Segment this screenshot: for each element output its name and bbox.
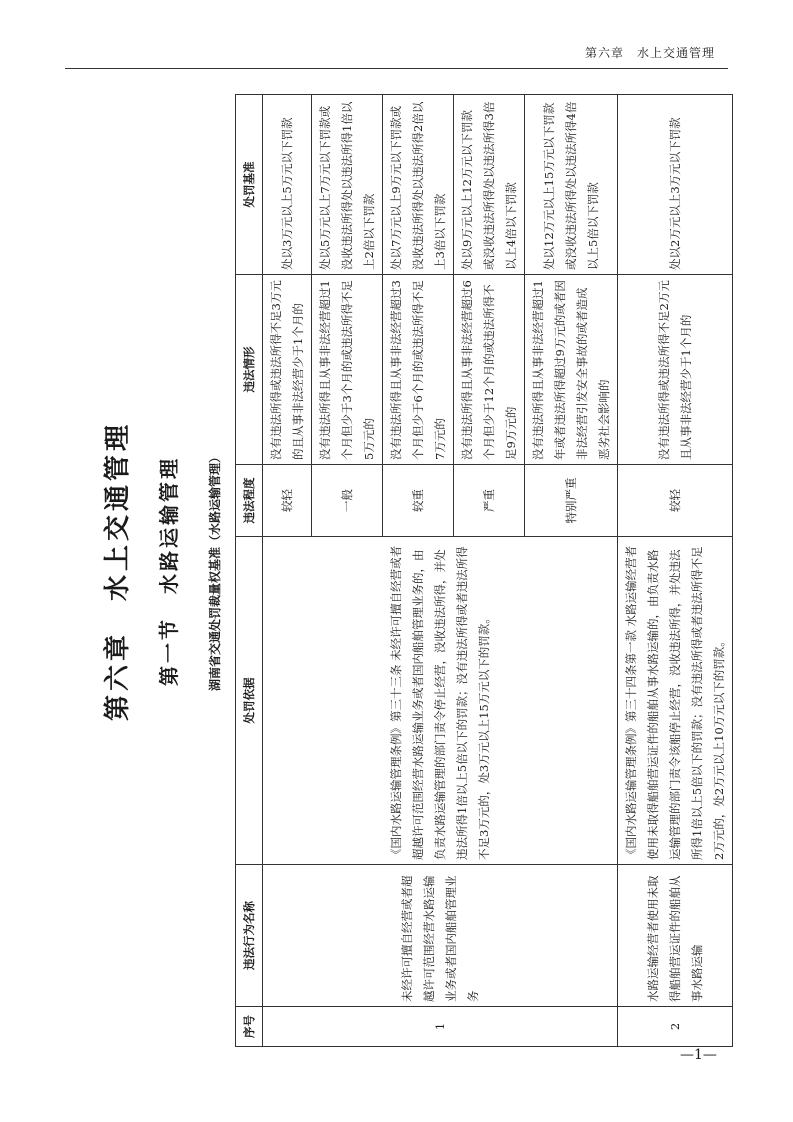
header-no: 序号 bbox=[236, 1007, 263, 1047]
running-header: 第六章 水上交通管理 bbox=[585, 46, 716, 60]
degree-cell: 较轻 bbox=[263, 465, 312, 537]
violation-name: 水路运输经营者使用未取得船舶营运证件的船舶从事水路运输 bbox=[618, 865, 733, 1007]
degree-cell: 严重 bbox=[454, 465, 525, 537]
circumstance-cell: 没有违法所得或违法所得不足3万元的且从事非法经营少于1个月的 bbox=[263, 275, 312, 465]
section-title: 第一节 水路运输管理 bbox=[157, 456, 181, 686]
circumstance-cell: 没有违法所得且从事非法经营超过3个月但少于6个月的或违法所得不足7万元的 bbox=[383, 275, 454, 465]
circumstance-cell: 没有违法所得且从事非法经营超过1个月但少于3个月的或违法所得不足5万元的 bbox=[312, 275, 383, 465]
penalty-basis: 《国内水路运输管理条例》第三十三条 未经许可擅自经营或者超越许可范围经营水路运输业务或者国内船舶管理业务的，由负责水路运输管理的部门责令停止经营，没收违法所得，并处违法所得1倍以上5倍以下的罚款；没有违法所得或者违法所得不足3万元的，处3万元以上15万元以下的罚款。 bbox=[263, 537, 618, 865]
standard-cell: 处以9万元以上12万元以下罚款或没收违法所得处以违法所得3倍以上4倍以下罚款 bbox=[454, 95, 525, 275]
page-number: —1— bbox=[680, 1047, 717, 1063]
header-circumstance: 违法情形 bbox=[236, 275, 263, 465]
circumstance-cell: 没有违法所得且从事非法经营超过1年或者违法所得超过9万元的或者因非法经营引发安全事故的或者造成恶劣社会影响的 bbox=[525, 275, 618, 465]
standard-cell: 处以2万元以上3万元以下罚款 bbox=[618, 95, 733, 275]
standard-cell: 处以7万元以上9万元以下罚款或没收违法所得处以违法所得2倍以上3倍以下罚款 bbox=[383, 95, 454, 275]
standard-cell: 处以5万元以上7万元以下罚款或没收违法所得处以违法所得1倍以上2倍以下罚款 bbox=[312, 95, 383, 275]
header-name: 违法行为名称 bbox=[236, 865, 263, 1007]
degree-cell: 一般 bbox=[312, 465, 383, 537]
chapter-title: 第六章 水上交通管理 bbox=[103, 421, 133, 722]
header-rule bbox=[65, 68, 728, 69]
violation-name: 未经许可擅自经营或者超越许可范围经营水路运输业务或者国内船舶管理业务 bbox=[263, 865, 618, 1007]
item-no: 1 bbox=[263, 1007, 618, 1047]
item-no: 2 bbox=[618, 1007, 733, 1047]
standard-cell: 处以3万元以上5万元以下罚款 bbox=[263, 95, 312, 275]
header-basis: 处罚依据 bbox=[236, 537, 263, 865]
degree-cell: 较轻 bbox=[618, 465, 733, 537]
circumstance-cell: 没有违法所得或违法所得不足2万元且从事非法经营少于1个月的 bbox=[618, 275, 733, 465]
rotated-content bbox=[100, 95, 726, 1047]
table-header-row bbox=[236, 95, 263, 1047]
table-row bbox=[263, 95, 312, 1047]
penalty-table bbox=[235, 94, 733, 1047]
circumstance-cell: 没有违法所得且从事非法经营超过6个月但少于12个月的或违法所得不足9万元的 bbox=[454, 275, 525, 465]
degree-cell: 特别严重 bbox=[525, 465, 618, 537]
penalty-basis: 《国内水路运输管理条例》第三十四条第一款 水路运输经营者使用未取得船舶营运证件的船舶从事水路运输的，由负责水路运输管理的部门责令该船停止经营，没收违法所得，并处违法所得1倍以上5倍以下的罚款；没有违法所得或者违法所得不足2万元的，处2万元以上10万元以下的罚款。 bbox=[618, 537, 733, 865]
table-caption: 湖南省交通处罚裁量权基准（水路运输管理） bbox=[208, 451, 222, 692]
header-standard: 处罚基准 bbox=[236, 95, 263, 275]
table-row bbox=[618, 95, 733, 1047]
standard-cell: 处以12万元以上15万元以下罚款或没收违法所得处以违法所得4倍以上5倍以下罚款 bbox=[525, 95, 618, 275]
degree-cell: 较重 bbox=[383, 465, 454, 537]
header-degree: 违法程度 bbox=[236, 465, 263, 537]
